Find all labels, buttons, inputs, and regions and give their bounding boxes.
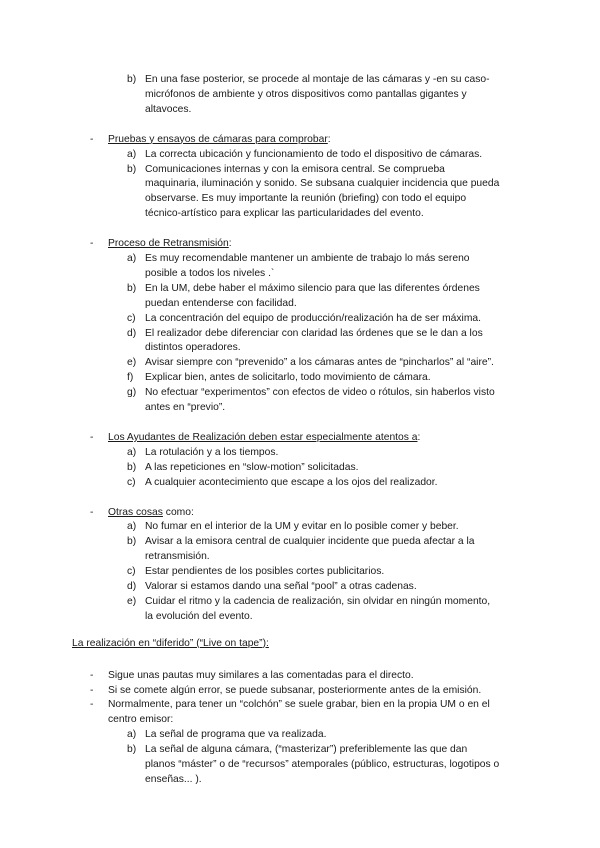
section-bullet: - [90,238,94,250]
section-heading-underlined: Pruebas y ensayos de cámaras para comprobar [108,133,328,145]
list-item-marker: b) [127,461,137,473]
list-item-text: A cualquier acontecimiento que escape a los ojos del realizador. [145,476,438,488]
list-item-text: Avisar siempre con “prevenido” a los cámaras antes de “pincharlos” al “aire”. [145,357,494,369]
list-item-marker: a) [127,729,137,741]
list-item-text: posible a todos los niveles .` [145,267,275,279]
list-item-marker: e) [127,357,137,369]
list-item-marker: e) [127,595,137,607]
list-item-text: No fumar en el interior de la UM y evitar en lo posible comer y beber. [145,521,459,533]
list-item-text: la evolución del evento. [145,610,253,622]
section-heading-suffix: : [228,238,232,250]
section-heading-suffix: : [417,431,421,443]
list-item-text: altavoces. [145,103,192,115]
section-bullet: - [90,506,94,518]
section-heading-underlined: Proceso de Retransmisión [108,238,229,250]
list-item-text: antes en “previo”. [145,402,226,413]
list-item-text: La correcta ubicación y funcionamiento de todo el dispositivo de cámaras. [145,148,483,160]
list-item-marker: a) [127,253,137,264]
list-item-text: micrófonos de ambiente y otros dispositivos como pantallas gigantes y [145,88,467,100]
section-heading-underlined: Otras cosas [108,506,163,518]
list-item-marker: g) [127,387,137,399]
list-item-text: técnico-artístico para explicar las particularidades del evento. [145,208,424,220]
list-item-text: Explicar bien, antes de solicitarlo, todo movimiento de cámara. [145,372,431,384]
list-item-marker: c) [127,312,136,324]
list-item-text: planos “máster” o de “recursos” atemporales (público, estructuras, logotipos o [145,759,500,770]
list-item-text: La señal de programa que va realizada. [145,729,327,741]
list-item-marker: d) [127,581,137,592]
list-item-marker: b) [127,744,137,756]
list-item-marker: c) [127,566,136,578]
section-heading-suffix: como: [162,506,194,518]
bullet-text: centro emisor: [108,714,174,726]
list-item-marker: c) [127,476,136,488]
list-item-text: No efectuar “experimentos” con efectos de video o rótulos, sin haberlos visto [145,387,495,399]
list-item-text: En la UM, debe haber el máximo silencio para que las diferentes órdenes [145,282,480,294]
list-item-marker: d) [127,327,137,339]
section-heading-suffix: : [327,133,331,145]
list-item-marker: b) [127,163,137,175]
bullet-text: Normalmente, para tener un “colchón” se suele grabar, bien en la propia UM o en el [108,699,490,711]
section-heading-underlined: Los Ayudantes de Realización deben estar especialmente atentos a [108,431,418,443]
section-bullet: - [90,133,94,145]
section-title [72,637,269,651]
list-item-text: Es muy recomendable mantener un ambiente de trabajo lo más sereno [145,253,470,264]
list-item-text: Comunicaciones internas y con la emisora central. Se comprueba [145,163,445,175]
list-item-text: maquinaria, iluminación y sonido. Se subsana cualquier incidencia que pueda [145,178,500,190]
list-item-text: A las repeticiones en “slow-motion” solicitadas. [145,461,359,473]
list-item-marker: a) [127,446,137,458]
bullet-marker: - [90,669,94,681]
section-heading [108,431,420,445]
list-item-text: Valorar si estamos dando una señal “pool” a otras cadenas. [145,581,417,592]
list-item-text: enseñas... ). [145,773,202,785]
list-item-text: La concentración del equipo de producción/realización ha de ser máxima. [145,312,481,324]
list-item-marker: b) [127,74,137,85]
list-item-text: Cuidar el ritmo y la cadencia de realización, sin olvidar en ningún momento, [145,595,491,607]
list-item-marker: a) [127,521,137,533]
list-item-text: La señal de alguna cámara, (“masterizar”) preferiblemente las que dan [145,744,468,756]
list-item-text: Estar pendientes de los posibles cortes publicitarios. [145,566,385,578]
list-item-text: distintos operadores. [145,342,241,354]
section-heading [108,506,194,520]
list-item-marker: f) [127,372,134,384]
list-item-text: retransmisión. [145,551,210,563]
section-heading [108,133,331,147]
bullet-marker: - [90,699,94,711]
list-item-marker: b) [127,536,137,548]
list-item-marker: a) [127,148,137,160]
list-item-text: observarse. Es muy importante la reunión (briefing) con todo el equipo [145,193,467,205]
section-title-underlined: La realización en “diferido” (“Live on tape”): [72,637,269,649]
list-item-text: En una fase posterior, se procede al montaje de las cámaras y -en su caso- [145,74,490,85]
list-item-marker: b) [127,282,137,294]
bullet-marker: - [90,684,94,696]
list-item-text: puedan entenderse con facilidad. [145,297,297,309]
section-heading [108,237,232,251]
bullet-text: Sigue unas pautas muy similares a las comentadas para el directo. [108,669,414,681]
bullet-text: Si se comete algún error, se puede subsanar, posteriormente antes de la emisión. [108,684,482,696]
list-item-text: La rotulación y a los tiempos. [145,446,279,458]
section-bullet: - [90,431,94,443]
list-item-text: Avisar a la emisora central de cualquier incidente que pueda afectar a la [145,536,475,548]
list-item-text: El realizador debe diferenciar con claridad las órdenes que se le dan a los [145,327,483,339]
